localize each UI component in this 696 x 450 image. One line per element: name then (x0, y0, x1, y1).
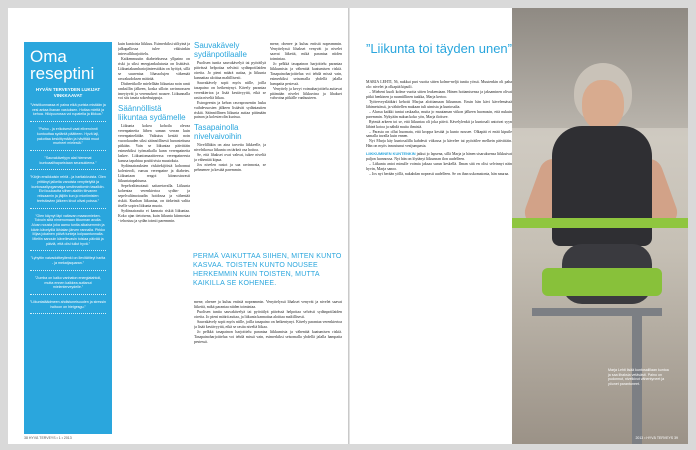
subhead-paragraph (366, 152, 512, 162)
article-column-lower (194, 300, 342, 434)
left-page (8, 8, 348, 444)
sidebar-kicker: HYVÄN TERVEYDEN LUKIJAT VINKKAAVAT (35, 87, 101, 98)
body-paragraph: Estrogeenin ja kehon rasvaprosentin lasku vaihdevuosien jälkeen lisäävät sydäntautien riskiä. Säännöllinen liikunta auttaa pitämään painon ja kolesterolin kurissa. (194, 100, 266, 120)
body-paragraph: Jo pelkkä tasapainon harjoittelu parantaa liikkumista ja vähentää kaatumisen riskiä. Tasapainoharjoittelua voi tehdä missä vain, esimerkiksi seisomalla yhdellä jalalla hampaita pestessä. (194, 329, 342, 344)
body-paragraph: Työterveyslääkäri kehotti Marjaa aloittamaan liikunnan. Ensin hän kävi kävelemässä lähimetsässä, ja vähitellen mukaan tuli uimista ja kuntosalia. (366, 99, 512, 109)
article-column-3 (270, 42, 342, 244)
right-page (350, 8, 688, 444)
body-paragraph: Sydänsairautta ei kannata riskiä liikuntaa. Koko ajan tietoisena, kuin liikunta kiinnostaa - tehostuu ja sydän toimii paremmin. (118, 208, 190, 223)
reader-tip: ”Zumba on kaiko vanhaton energiatahtoli, mutta ennen kaikkea auttanut mielenterveydelle.” (30, 276, 106, 295)
body-paragraph: Jos nivelen rustot ja saa ravinnosta, se pehmenee ja kestää paremmin. (194, 163, 266, 173)
photo-caption: Marja Lehti lisää kuntosalillaan kuntoa ja saa lihaksia vetävästi. Paino on pudonnut, nivelkivut vähentyneet ja yöunet parantuneet. (608, 368, 669, 386)
reader-tip: ”Paino - ja erikoisesti vaat eliveroinnit kuntouttaa sydäntä päätteen. Hyvä lajl, pakottaa keskittymään ja hävittää muut murheet mielestä.” (30, 127, 106, 151)
body-paragraph: Sauvakävely sopii myös niille, joilla tasapaino on heikentynyt. Kävely parantaa verenkiertoa ja lisää kestävyyttä, eikä se rasita niveliä liikaa. (194, 80, 266, 100)
body-paragraph: Se, että lihakset ovat vahvat, tukee niveliä ja vähentää kipua. (194, 153, 266, 163)
body-paragraph: mene, ohenee ja kuluu entistä nopeammin. Venyttelyssä lihakset venyvät ja nivelet saavat liikettä, mikä parantaa niiden toimintaa. (270, 42, 342, 61)
pull-quote: PERMÄ VAIKUTTAA SIIHEN, MITEN KUNTO KASVAA. TOISTEN KUNTO NOUSEE HERKEMMIN KUIN TOISTEN, MUTTA KAIKILLA SE KOHENEE. (193, 253, 342, 287)
page-folio: 2013 • HYVÄ TERVEYS 39 (635, 436, 678, 440)
body-paragraph: Puolisen tuntia sauvakävelyä tai pyöräilyä päivässä helpottaa selvästi sydänpotilaiden oireita. Jo pieni määrä auttaa, ja liikunta kannattaa aloittaa maltillisesti. (194, 309, 342, 319)
photo-machine-frame (532, 308, 662, 316)
body-paragraph: Rytmiä arkeen toi se, että liikuntaa oli joka päivä. Kävelylenkit ja kuntosali antoivat syyn lähteä kotoa ja nähdä muita ihmisiä. (366, 119, 512, 129)
body-paragraph: – Parasta on ollut huomata, että kroppa kestää ja kunto nousee. Olkapää ei enää kipuile samalla tavalla kuin ennen. (366, 129, 512, 139)
body-paragraph: – Alussa kaikki tuntui raskaalta, mutta jo muutaman viikon jälkeen huomasin, että nukuin paremmin. Nykyään nukun koko yön, Marja iloitsee. (366, 109, 512, 119)
page-folio: 38 HYVÄ TERVEYS • 1 • 2013 (24, 436, 72, 440)
reader-tip: ”Veistikunnassa ei paina eikä purista mistään ja vesi antaa ihanan vastuksen. Hoitaa mieltä ja kehoa. Hikipuurossa voi rupatella ja liikkua.” (30, 103, 106, 122)
body-paragraph: Diabeetikolle mielellään liikuntaa noin ranti ranksillin jälkeen, koska silloin ravinnosssen imeytyvät ja verensokeri nousee. Liikunnalla voi siis tasata sokerhuippuja. (118, 81, 190, 101)
section-heading: Tasapainolla nivelvaivoihin (194, 123, 242, 141)
body-paragraph: Sepelvaltimotauti saitaretavalla. Liikunta kohentaa verenkiertoa sydän- ja sepelvaltimotaudin hoidossa ja vähentää riskiä. Kunhan liikuntaa, on tärkeintä valita itselle sopiva liikunta muoto. (118, 183, 190, 208)
body-paragraph: jatkui jo lapsena, sillä Marja ja hänen sisaruksensa liikkuivat paljon luonnossa. Nyt hän on löytänyt liikunnan ilon uudelleen. (366, 152, 512, 162)
reader-tips-sidebar (24, 42, 112, 434)
photo-machine-seat (542, 268, 662, 296)
section-heading: Sauvakävely sydänpotilaalle (194, 42, 247, 59)
story-title: ”Liikunta toi täyden unen” (366, 41, 512, 56)
reader-tip: ”Kärjin ensikkaisin rehtä - ja hartiakivuista. Olen yrittänyt jalkeita vanoista venyttelyltä ja kuntosaaliyogamaiga sesitnnattomin tasalkiin. Eivi kuukautta siihen alaltiin tiirvanen reksaamin ja jäljitin kun jo mioriimisten teetsitavien jälkeen kivut olivat poissa.” (30, 175, 106, 208)
body-paragraph: Venyttely ja kevyt voimaharjoittelu auttavat pitämään nivelet liikkuvina ja lihakset vahvoina pitkälle vanhuuteen. (270, 86, 342, 101)
body-paragraph: Liikunta kokea kohoila olevaa verenpainetta liiben saman verran kuin verenpainelääke. Vaikutus kestää noin vuorokauden siksi säännöllisesti harrastettuna pitkään. Vain se liikuntaa päivittäin esimerkiksi työmatkalla kann verenpainetta laskee. Liikuntomaaitteessa verenpaineesta kanssa tapahtuu positiivisia muutoksia. (118, 124, 190, 164)
photo-woman-face (582, 80, 624, 130)
body-paragraph: Jo pelkkä tasapainon harjoittelu parantaa liikkumista ja vähentää kaatumisen riskiä. Tasapainoharjoittelua voi tehdä missä vain, esimerkiksi seisomalla yhdellä jalalla hampaita pestessä. (270, 61, 342, 86)
story-lead: MARJA LEHTI, 56, nukkui pari vuotta sitten kolme-neljä tuntia yössä. Muutenkin oli paha olo: nivelet ja olkapää kipuili. (366, 80, 512, 89)
body-paragraph: Sauvakävely sopii myös niille, joilla tasapaino on heikentynyt. Kävely parantaa verenkiertoa ja lisää kestävyyttä, eikä se rasita niveliä liikaa. (194, 319, 342, 329)
body-paragraph: Nivelilläkin on aina tarvetta liikkeelle, ja nivelrikossa liikunta on tärkeä osa hoitoa. (194, 143, 266, 153)
article-column-1 (118, 42, 190, 434)
body-paragraph: mene, ohenee ja kuluu entistä nopeammin. Venyttelyssä lihakset venyvät ja nivelet saavat liikettä, mikä parantaa niiden toimintaa. (194, 300, 342, 309)
reader-tip: ”Lyhyttin vaivadoitteyitenki on Ilevitätiteyi harita - ja mekatjaquaran.” (30, 256, 106, 270)
story-subhead: LIIKKUMINEN KUNTENKIN (366, 151, 416, 157)
article-column-2 (194, 42, 266, 244)
reader-tip: ”Sauvakävelyyn alat hiemmat kuntoaalihaparistaan seuraukiema.” (30, 156, 106, 170)
body-paragraph: kuin kuntoista liikkuu. Esimerkiksi siiltyinä ja jalkapallossa tulee väkisinkin intervalliharjoittelu. (118, 42, 190, 56)
body-paragraph: – Liikunta antoi minulle voimia jaksaa surun keskellä. Ilman sitä en olisi selvinnyt näin hyvin, Marja sanoo. (366, 162, 512, 172)
sidebar-title: Oma reseptini (30, 47, 95, 83)
reader-tip: ”Liikuntatäädmeen ahdistuneisuuden ja stressin hoitoon on hieigesgu.” (30, 300, 106, 314)
story-text (366, 80, 512, 432)
body-paragraph: Sydänsairauksien riskitekijöistä kohonnut kolesteroli, runsas verenpaine ja diabetes. Liikuntaan reagoi kiinnostavasti liikuntatapahtuma. (118, 164, 190, 183)
body-paragraph: Puolisen tuntia sauvakävelyä tai pyöräilyä päivässä helpottaa selvästi sydänpotilaiden oireita. Jo pieni määrä auttaa, ja liikunta kannattaa aloittaa maltillisesti. (194, 61, 266, 80)
section-heading: Säännöllistä liikuntaa sydämelle (118, 104, 186, 122)
body-paragraph: – Jos nyt herään yöllä, nukahdan nopeasti uudelleen. Se on ihan uskomatonta, hän nauraa. (369, 172, 510, 177)
photo-woman-body (552, 126, 652, 246)
photo-machine-bar (512, 218, 688, 228)
reader-tip: ”Olen käynyt läpi valtavan maasvmieken. Toivuin siitä nimenomaan liikunnan avulla. Alusn nousta joka aamu tuntia aikaisemmin ja kävin kävelyillä lähialan järven rannalla. Pirkko liiljaa jokainen päivä tunteja kolpaantunnalla. Mieltin sanouin kävellevasin toisiaa päivää ja päiviä, että olisi tullut hyvä.” (30, 214, 106, 252)
body-paragraph: Kaikenmuutin diabeteksessa yllpaino on riski ja siksi energiankulutusta on lisättävä. Liikuntakumhariojänteestäkin on hyötyä, sillä se suurentaa lihassolujen väkemää rasvakudoksen määrää. (118, 56, 190, 81)
body-paragraph: Nyt Marja käy kuntosalilla kahdesti viikossa ja kävelee tai pyöräilee melkein päivittäin. Hän on myös innostunut vesijumpasta. (366, 139, 512, 149)
body-paragraph: – Mieheni kuoli kolme vuotta sitten leukemiaan. Hänen hoitamisensa ja jaksaminen olivat pitkä henkinen ja ruumiillinen taakka, Marja kertoo. (366, 89, 512, 99)
